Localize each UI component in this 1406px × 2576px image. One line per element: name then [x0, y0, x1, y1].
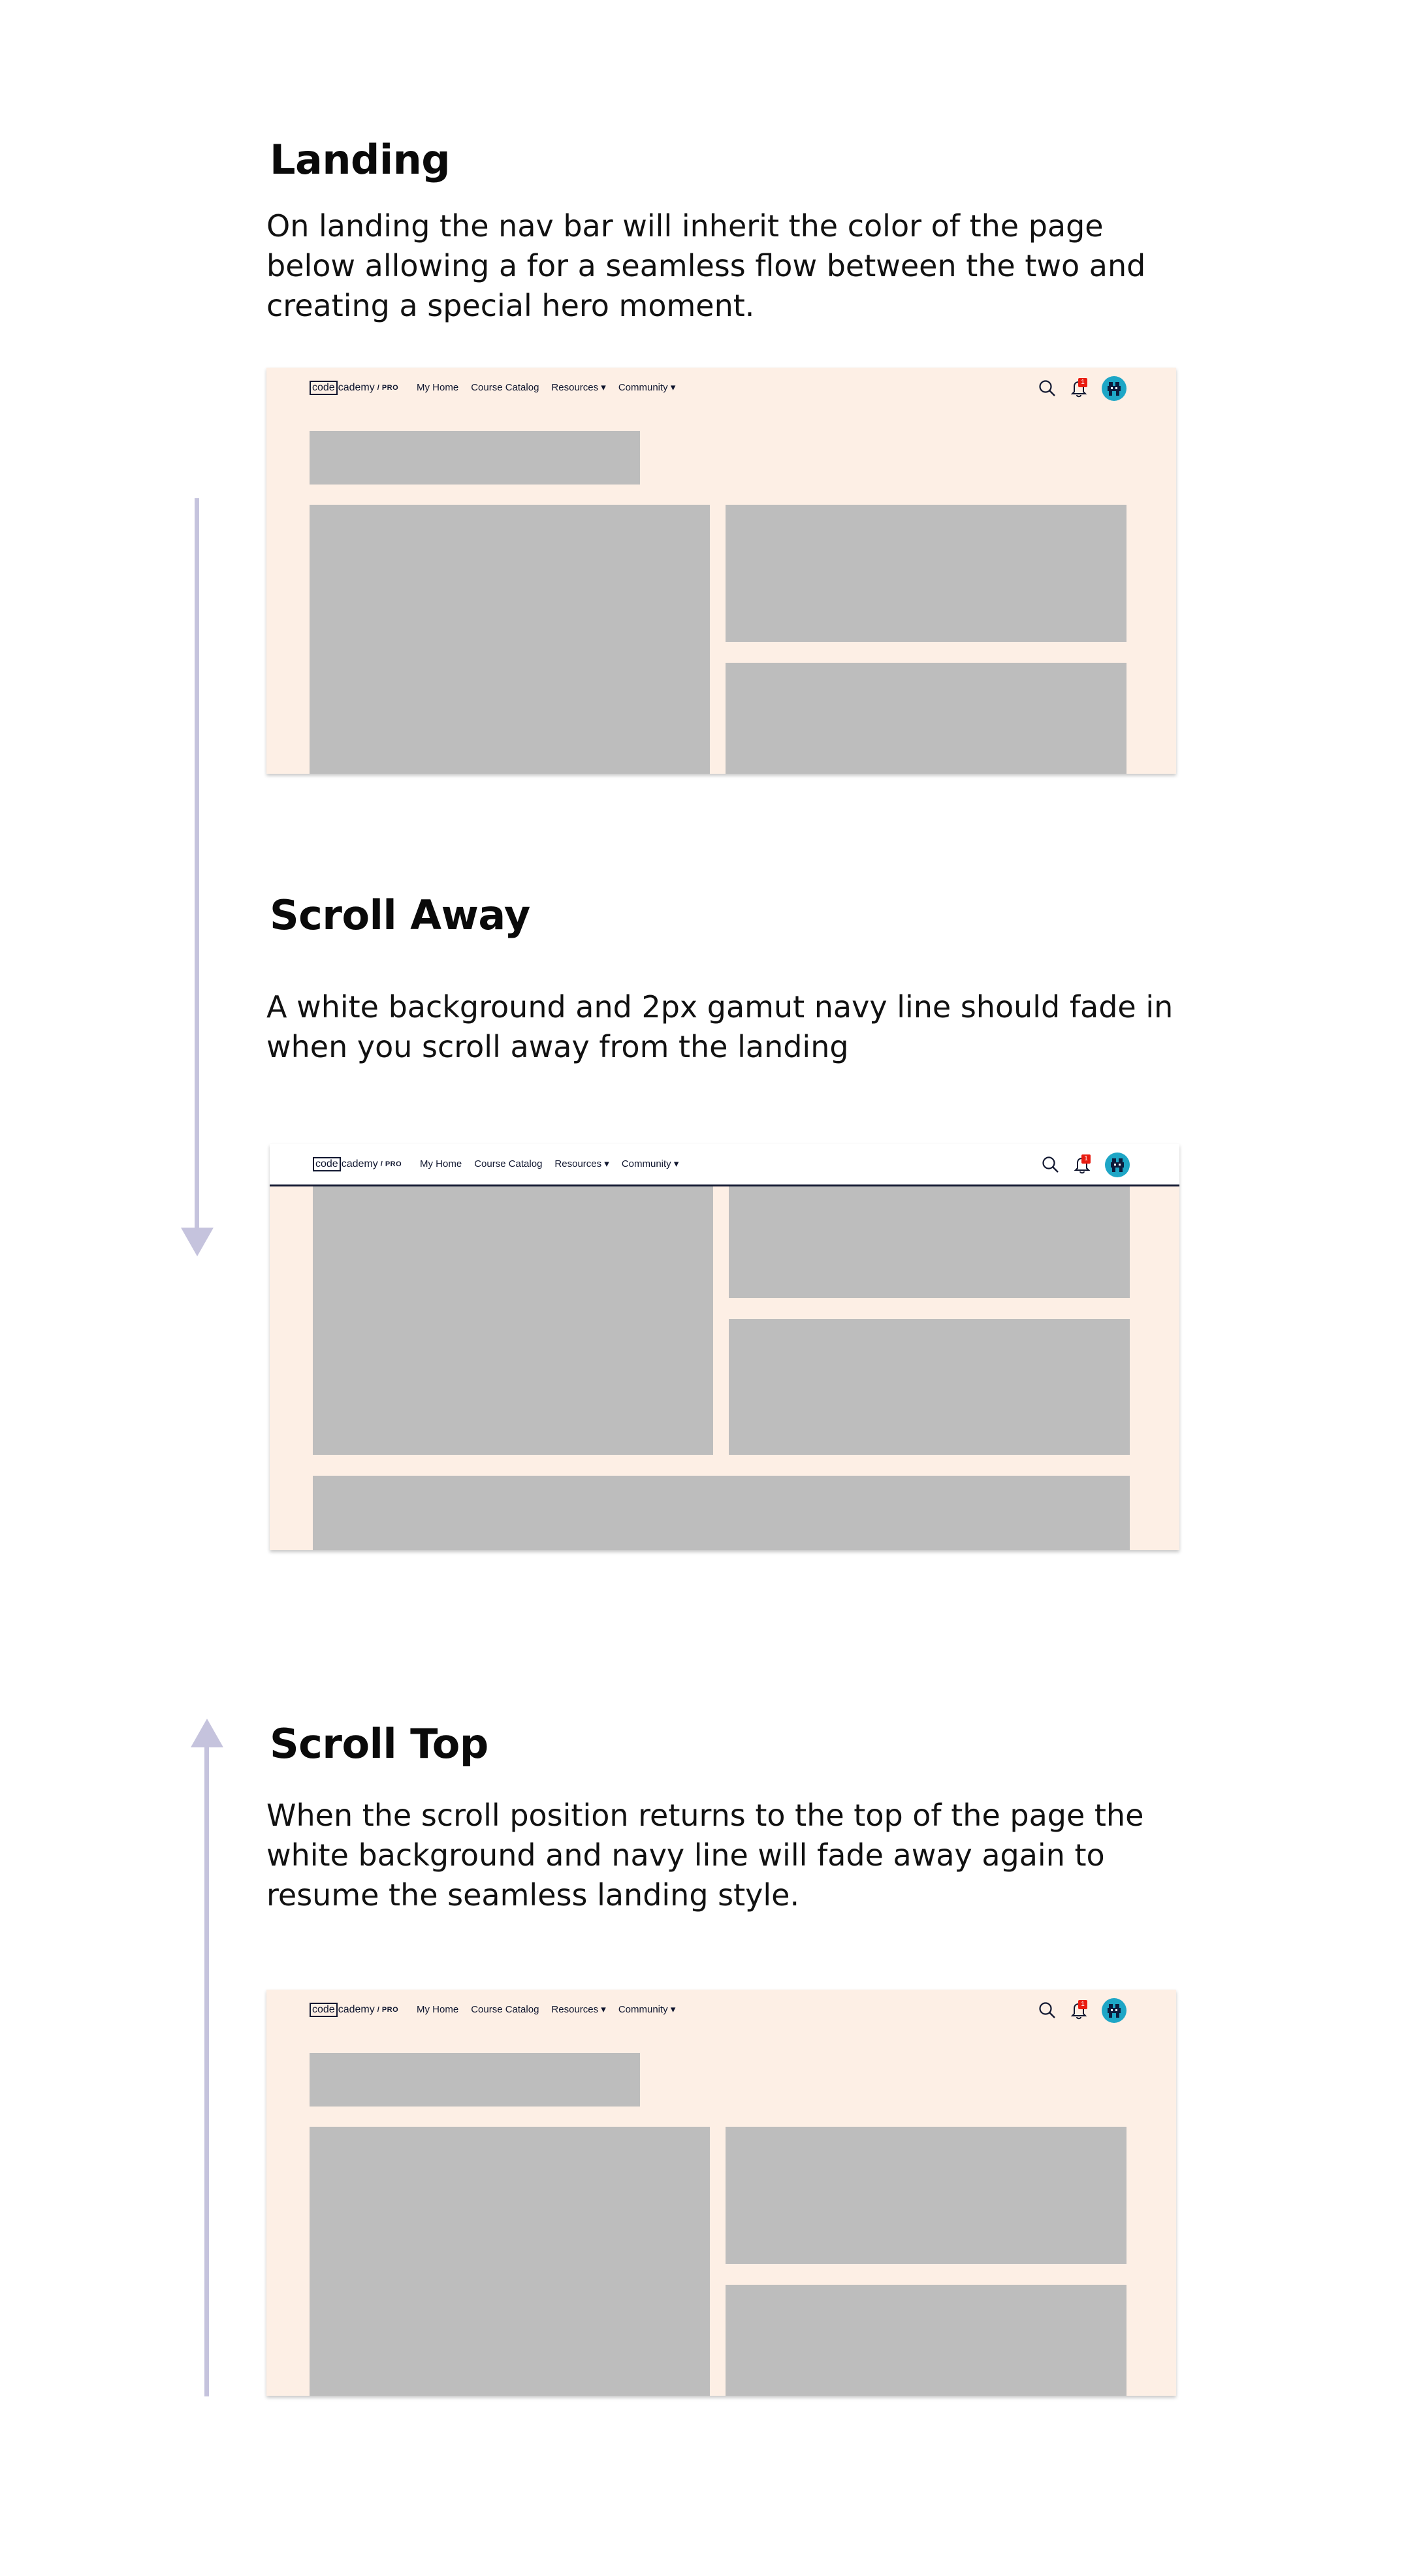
section-description-scroll-away: A white background and 2px gamut navy line should fade in when you scroll away from the landing [266, 989, 1174, 1064]
search-icon[interactable] [1041, 1155, 1061, 1175]
logo-cademy: cademy [341, 1158, 378, 1169]
nav-link-community[interactable]: Community ▾ [621, 1158, 679, 1169]
scroll-away-mockup [270, 1144, 1179, 1550]
notifications-button[interactable] [1069, 377, 1090, 400]
logo-code: code [310, 2003, 338, 2017]
notifications-button[interactable] [1072, 1154, 1093, 1176]
content-placeholder-large [310, 2127, 710, 2396]
navbar-scrolled [270, 1144, 1179, 1186]
logo-code: code [313, 1157, 341, 1171]
content-placeholder-large [313, 1185, 713, 1455]
logo-pro: / PRO [377, 2006, 399, 2014]
content-placeholder-bottom-right [726, 663, 1126, 774]
logo-code: code [310, 381, 338, 395]
content-placeholder-top-right [726, 2127, 1126, 2264]
landing-mockup [266, 368, 1176, 774]
section-title-scroll-away: Scroll Away [270, 891, 530, 939]
nav-link-course-catalog[interactable]: Course Catalog [471, 382, 539, 393]
section-title-scroll-top: Scroll Top [270, 1720, 488, 1768]
nav-actions [1038, 376, 1126, 401]
content-placeholder-top-right [726, 505, 1126, 642]
nav-link-resources[interactable]: Resources ▾ [551, 382, 606, 393]
notification-badge: 1 [1078, 378, 1087, 387]
search-icon[interactable] [1038, 379, 1057, 398]
avatar[interactable] [1102, 1998, 1126, 2023]
nav-links [417, 381, 675, 395]
navbar-top [266, 1990, 1176, 2030]
logo-pro: / PRO [380, 1160, 402, 1168]
section-title-landing: Landing [270, 136, 451, 183]
logo-pro: / PRO [377, 384, 399, 392]
notification-badge: 1 [1081, 1154, 1091, 1164]
scroll-top-mockup [266, 1990, 1176, 2396]
nav-link-course-catalog[interactable]: Course Catalog [471, 2004, 539, 2015]
content-placeholder-bottom-right [729, 1319, 1130, 1455]
nav-links [417, 2003, 675, 2017]
content-placeholder-top-right [729, 1185, 1130, 1298]
nav-link-resources[interactable]: Resources ▾ [551, 2004, 606, 2015]
arrow-down-icon [181, 1228, 214, 1256]
nav-link-community[interactable]: Community ▾ [618, 382, 676, 393]
hero-placeholder [310, 2053, 640, 2107]
content-placeholder-bottom-right [726, 2285, 1126, 2396]
codecademy-logo[interactable] [313, 1157, 402, 1171]
scroll-up-arrow-line [204, 1742, 209, 2396]
scroll-down-arrow-line [195, 498, 199, 1234]
nav-actions [1041, 1153, 1130, 1177]
nav-link-resources[interactable]: Resources ▾ [554, 1158, 609, 1169]
navbar-landing [266, 368, 1176, 408]
content-placeholder-wide [313, 1476, 1130, 1550]
nav-link-my-home[interactable]: My Home [417, 382, 459, 393]
avatar[interactable] [1102, 376, 1126, 401]
nav-link-course-catalog[interactable]: Course Catalog [474, 1158, 543, 1169]
notifications-button[interactable] [1069, 1999, 1090, 2022]
search-icon[interactable] [1038, 2001, 1057, 2020]
hero-placeholder [310, 431, 640, 485]
codecademy-logo[interactable] [310, 2003, 398, 2017]
nav-link-community[interactable]: Community ▾ [618, 2004, 676, 2015]
nav-link-my-home[interactable]: My Home [420, 1158, 462, 1169]
section-description-scroll-top: When the scroll position returns to the top of the page the white background and navy line will fade away again to resume the seamless landing style. [266, 1798, 1144, 1913]
nav-links [420, 1157, 679, 1171]
nav-link-my-home[interactable]: My Home [417, 2004, 459, 2015]
nav-actions [1038, 1998, 1126, 2023]
codecademy-logo[interactable] [310, 381, 398, 395]
notification-badge: 1 [1078, 2000, 1087, 2009]
logo-cademy: cademy [338, 382, 375, 393]
content-placeholder-large [310, 505, 710, 774]
section-description-landing: On landing the nav bar will inherit the color of the page below allowing a for a seamless flow between the two and creating a special hero moment. [266, 208, 1146, 323]
logo-cademy: cademy [338, 2004, 375, 2015]
avatar[interactable] [1105, 1153, 1130, 1177]
